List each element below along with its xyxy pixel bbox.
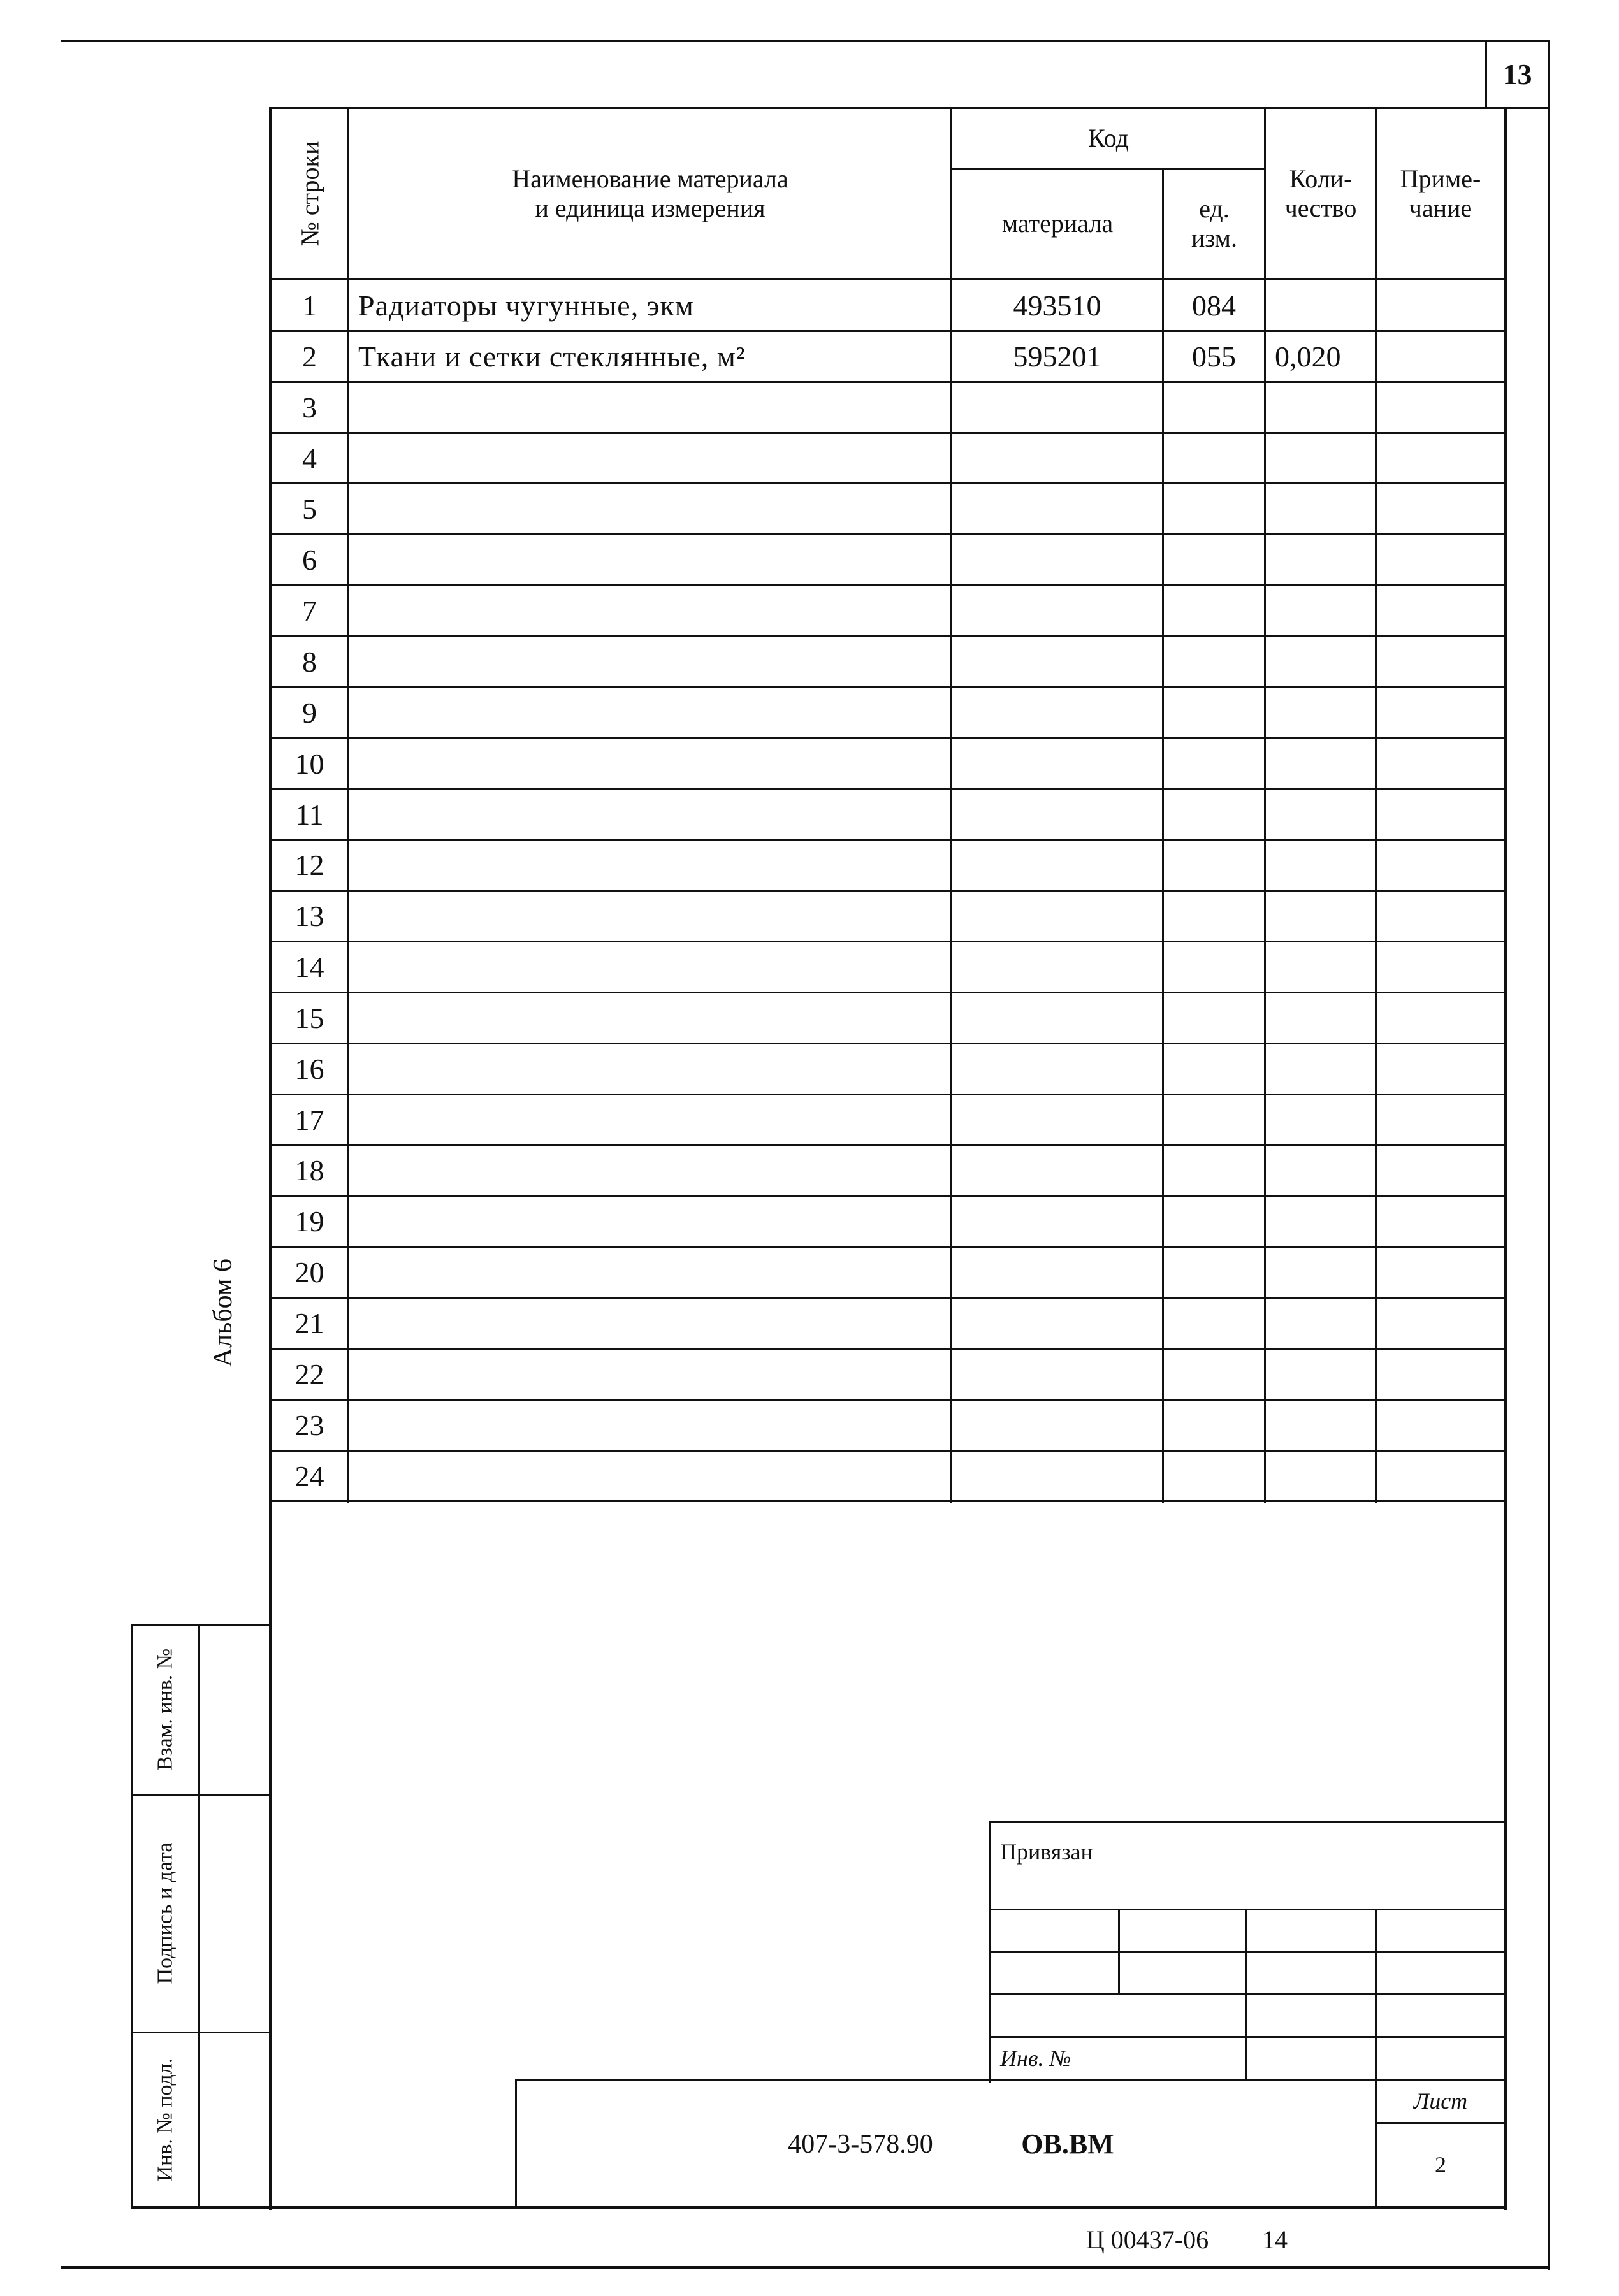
row-unit bbox=[1164, 840, 1264, 891]
right-border bbox=[1548, 40, 1550, 2270]
header-qty-line2: чество bbox=[1284, 193, 1357, 222]
row-name bbox=[349, 1044, 950, 1095]
table-right-line bbox=[1504, 107, 1507, 2210]
row-qty bbox=[1266, 637, 1375, 688]
row-qty bbox=[1266, 688, 1375, 739]
row-material bbox=[952, 535, 1162, 586]
row-qty bbox=[1266, 1400, 1375, 1451]
row-number: 14 bbox=[294, 950, 324, 983]
row-qty bbox=[1266, 1349, 1375, 1400]
row-unit bbox=[1164, 1298, 1264, 1349]
row-note bbox=[1377, 433, 1504, 484]
header-unit bbox=[1164, 169, 1265, 278]
row-note bbox=[1377, 382, 1504, 433]
row-name: Радиаторы чугунные, экм bbox=[358, 289, 694, 322]
row-number: 24 bbox=[294, 1459, 324, 1492]
title-left bbox=[515, 2079, 517, 2208]
stamp-grid-h2 bbox=[989, 1951, 1506, 1953]
row-name bbox=[349, 840, 950, 891]
row-name bbox=[349, 1095, 950, 1146]
row-note bbox=[1377, 1145, 1504, 1196]
row-material bbox=[952, 1247, 1162, 1298]
footer-number: 14 bbox=[1262, 2225, 1288, 2254]
row-note bbox=[1377, 535, 1504, 586]
side-podpis-label: Подпись и дата bbox=[153, 1843, 177, 1984]
row-unit bbox=[1164, 586, 1264, 637]
row-unit bbox=[1164, 993, 1264, 1044]
row-note bbox=[1377, 942, 1504, 993]
row-name bbox=[349, 688, 950, 739]
row-number: 1 bbox=[302, 289, 317, 322]
row-unit bbox=[1164, 1044, 1264, 1095]
row-qty bbox=[1266, 840, 1375, 891]
row-note bbox=[1377, 484, 1504, 535]
row-material bbox=[952, 1400, 1162, 1451]
row-number: 19 bbox=[294, 1204, 324, 1238]
side-inv-cell bbox=[133, 2033, 198, 2206]
row-number: 3 bbox=[302, 391, 317, 424]
row-material bbox=[952, 942, 1162, 993]
side-vzam-label: Взам. инв. № bbox=[153, 1649, 177, 1771]
row-name bbox=[349, 1451, 950, 1502]
row-name bbox=[349, 535, 950, 586]
side-podpis-cell bbox=[133, 1796, 198, 2032]
row-number: 15 bbox=[294, 1001, 324, 1034]
header-note bbox=[1377, 109, 1504, 278]
row-qty bbox=[1266, 1044, 1375, 1095]
row-note bbox=[1377, 1451, 1504, 1502]
row-name bbox=[349, 1298, 950, 1349]
row-qty bbox=[1266, 484, 1375, 535]
row-material bbox=[952, 484, 1162, 535]
row-number: 2 bbox=[302, 340, 317, 373]
row-name bbox=[349, 993, 950, 1044]
sheet-label: Лист bbox=[1413, 2088, 1468, 2114]
row-qty bbox=[1266, 1298, 1375, 1349]
bottom-border bbox=[61, 2266, 1550, 2269]
side-vzam-cell bbox=[133, 1626, 198, 1794]
row-number: 23 bbox=[294, 1408, 324, 1441]
row-name bbox=[349, 942, 950, 993]
row-note bbox=[1377, 1349, 1504, 1400]
stamp-privyazan: Привязан bbox=[1000, 1839, 1093, 1865]
row-name bbox=[349, 382, 950, 433]
header-name-line1: Наименование материала bbox=[512, 164, 788, 193]
row-number: 10 bbox=[294, 747, 324, 780]
row-qty bbox=[1266, 1196, 1375, 1247]
row-material bbox=[952, 790, 1162, 841]
row-name bbox=[349, 1400, 950, 1451]
header-note-line1: Приме- bbox=[1400, 164, 1481, 193]
row-name bbox=[349, 484, 950, 535]
album-label: Альбом 6 bbox=[208, 1258, 238, 1368]
row-unit bbox=[1164, 790, 1264, 841]
row-number: 9 bbox=[302, 696, 317, 729]
footer-code: Ц 00437-06 bbox=[1085, 2225, 1209, 2254]
row-qty bbox=[1266, 739, 1375, 790]
row-material bbox=[952, 1095, 1162, 1146]
row-unit bbox=[1164, 891, 1264, 942]
row-note bbox=[1377, 331, 1504, 382]
row-material: 493510 bbox=[1013, 289, 1101, 322]
row-unit bbox=[1164, 433, 1264, 484]
row-name bbox=[349, 790, 950, 841]
stamp-grid-h1 bbox=[989, 1909, 1506, 1910]
row-material bbox=[952, 637, 1162, 688]
row-note bbox=[1377, 1247, 1504, 1298]
row-number: 6 bbox=[302, 543, 317, 576]
row-qty bbox=[1266, 586, 1375, 637]
row-material bbox=[952, 1451, 1162, 1502]
row-note bbox=[1377, 993, 1504, 1044]
row-number: 13 bbox=[294, 899, 324, 932]
doc-mark: ОВ.ВМ bbox=[1021, 2128, 1114, 2160]
row-unit bbox=[1164, 739, 1264, 790]
row-material bbox=[952, 1145, 1162, 1196]
row-unit bbox=[1164, 1196, 1264, 1247]
row-unit bbox=[1164, 637, 1264, 688]
row-divider bbox=[269, 1500, 1507, 1502]
row-unit bbox=[1164, 1095, 1264, 1146]
row-number: 21 bbox=[294, 1306, 324, 1339]
title-top bbox=[515, 2079, 1506, 2081]
row-material bbox=[952, 688, 1162, 739]
row-name bbox=[349, 637, 950, 688]
table-bottom-line bbox=[131, 2206, 1507, 2209]
row-material bbox=[952, 382, 1162, 433]
row-note bbox=[1377, 1044, 1504, 1095]
row-number: 12 bbox=[294, 848, 324, 881]
header-unit-line1: ед. bbox=[1199, 194, 1230, 223]
header-name-line2: и единица измерения bbox=[535, 193, 766, 222]
row-material: 595201 bbox=[1013, 340, 1101, 373]
row-unit bbox=[1164, 1145, 1264, 1196]
row-unit bbox=[1164, 1247, 1264, 1298]
row-note bbox=[1377, 637, 1504, 688]
row-qty bbox=[1266, 891, 1375, 942]
row-number: 18 bbox=[294, 1153, 324, 1187]
row-qty bbox=[1266, 280, 1375, 331]
row-number: 22 bbox=[294, 1357, 324, 1390]
row-note bbox=[1377, 1196, 1504, 1247]
header-row-no-label: № строки bbox=[295, 141, 324, 246]
row-number: 17 bbox=[294, 1103, 324, 1136]
row-qty bbox=[1266, 433, 1375, 484]
row-number: 20 bbox=[294, 1255, 324, 1289]
header-code: Код bbox=[1088, 124, 1129, 152]
row-qty bbox=[1266, 993, 1375, 1044]
row-note bbox=[1377, 739, 1504, 790]
row-number: 4 bbox=[302, 442, 317, 475]
row-note bbox=[1377, 688, 1504, 739]
row-material bbox=[952, 1196, 1162, 1247]
stamp-inv-no: Инв. № bbox=[1000, 2045, 1071, 2071]
row-note bbox=[1377, 790, 1504, 841]
row-qty bbox=[1266, 382, 1375, 433]
row-unit bbox=[1164, 942, 1264, 993]
row-qty bbox=[1266, 1451, 1375, 1502]
header-note-line2: чание bbox=[1409, 193, 1472, 222]
row-qty bbox=[1266, 1095, 1375, 1146]
row-unit bbox=[1164, 382, 1264, 433]
page-number: 13 bbox=[1502, 57, 1532, 90]
row-unit bbox=[1164, 688, 1264, 739]
sheet-value: 2 bbox=[1435, 2152, 1446, 2178]
side-inv-label: Инв. № подл. bbox=[153, 2058, 177, 2182]
row-number: 8 bbox=[302, 645, 317, 678]
row-qty bbox=[1266, 1145, 1375, 1196]
row-name bbox=[349, 1196, 950, 1247]
row-unit bbox=[1164, 1451, 1264, 1502]
row-material bbox=[952, 1349, 1162, 1400]
row-material bbox=[952, 1298, 1162, 1349]
row-note bbox=[1377, 1400, 1504, 1451]
side-mid bbox=[198, 1624, 200, 2208]
header-material: материала bbox=[1001, 208, 1114, 238]
row-number: 11 bbox=[295, 798, 324, 831]
row-note bbox=[1377, 891, 1504, 942]
row-name bbox=[349, 891, 950, 942]
row-qty bbox=[1266, 942, 1375, 993]
doc-code: 407-3-578.90 bbox=[788, 2129, 933, 2159]
row-material bbox=[952, 586, 1162, 637]
row-note bbox=[1377, 1095, 1504, 1146]
row-unit: 055 bbox=[1192, 340, 1236, 373]
header-qty-line1: Коли- bbox=[1289, 164, 1353, 193]
row-name bbox=[349, 739, 950, 790]
row-number: 16 bbox=[294, 1052, 324, 1085]
stamp-grid-h3 bbox=[989, 1993, 1506, 1995]
row-name bbox=[349, 1247, 950, 1298]
row-material bbox=[952, 433, 1162, 484]
row-note bbox=[1377, 1298, 1504, 1349]
row-unit: 084 bbox=[1192, 289, 1236, 322]
row-material bbox=[952, 993, 1162, 1044]
row-material bbox=[952, 739, 1162, 790]
header-name bbox=[349, 109, 951, 278]
row-unit bbox=[1164, 1400, 1264, 1451]
row-material bbox=[952, 840, 1162, 891]
header-row-no bbox=[272, 109, 348, 278]
row-name bbox=[349, 586, 950, 637]
row-unit bbox=[1164, 535, 1264, 586]
album-label-box bbox=[191, 1230, 255, 1396]
row-qty bbox=[1266, 535, 1375, 586]
row-number: 7 bbox=[302, 594, 317, 627]
row-note bbox=[1377, 840, 1504, 891]
header-qty bbox=[1266, 109, 1376, 278]
top-border bbox=[61, 40, 1549, 42]
stamp-grid-v1 bbox=[1118, 1909, 1120, 1995]
row-qty bbox=[1266, 1247, 1375, 1298]
row-unit bbox=[1164, 484, 1264, 535]
row-number: 5 bbox=[302, 492, 317, 525]
header-unit-line2: изм. bbox=[1191, 223, 1237, 252]
row-qty: 0,020 bbox=[1275, 340, 1341, 373]
header-code-divider bbox=[951, 168, 1266, 170]
row-name: Ткани и сетки стеклянные, м² bbox=[358, 340, 746, 373]
row-material bbox=[952, 1044, 1162, 1095]
row-name bbox=[349, 1145, 950, 1196]
row-note bbox=[1377, 280, 1504, 331]
row-note bbox=[1377, 586, 1504, 637]
row-material bbox=[952, 891, 1162, 942]
stamp-grid-v2 bbox=[1245, 1909, 1247, 2079]
row-name bbox=[349, 1349, 950, 1400]
row-name bbox=[349, 433, 950, 484]
row-unit bbox=[1164, 1349, 1264, 1400]
row-qty bbox=[1266, 790, 1375, 841]
